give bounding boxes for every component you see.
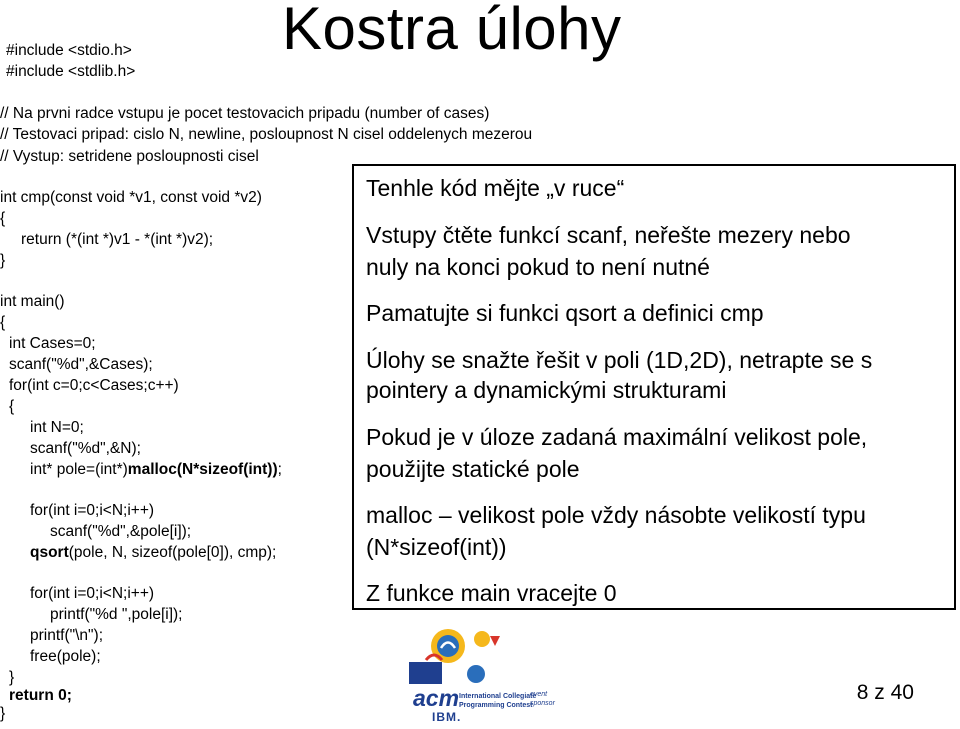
code-line-brace: } — [9, 669, 15, 686]
tips-heading: Tenhle kód mějte „v ruce“ — [366, 175, 625, 201]
acm-icpc-logo-graphic — [408, 628, 576, 724]
code-keyword-qsort: qsort — [30, 544, 69, 561]
tip-input-line-1: Vstupy čtěte funkcí scanf, neřešte mezery nebo — [366, 222, 851, 248]
code-keyword-malloc: malloc(N*sizeof(int)) — [127, 461, 278, 478]
code-line-brace: } — [0, 705, 6, 722]
code-line-for-read: for(int i=0;i<N;i++) — [30, 502, 155, 519]
code-line-printf-pole: printf("%d ",pole[i]); — [50, 606, 183, 623]
code-line-cases-decl: int Cases=0; — [9, 335, 96, 352]
code-text: (pole, N, sizeof(pole[0]), cmp); — [68, 544, 277, 561]
tips-box — [352, 164, 956, 610]
logo-text-line-1: International Collegiate — [459, 693, 537, 700]
logo-red-arc — [426, 655, 442, 660]
code-line-return-zero: return 0; — [9, 687, 72, 704]
code-line-qsort — [30, 543, 276, 563]
tip-tasks-line-1: Úlohy se snažte řešit v poli (1D,2D), netrapte se s — [366, 347, 873, 373]
code-line-scanf-n: scanf("%d",&N); — [30, 440, 141, 457]
code-line-main-signature: int main() — [0, 293, 65, 310]
code-line-include-stdlib: #include <stdlib.h> — [6, 63, 136, 80]
code-line-scanf-pole: scanf("%d",&pole[i]); — [50, 523, 192, 540]
tip-qsort: Pamatujte si funkci qsort a definici cmp — [366, 300, 764, 326]
logo-blue-block — [409, 662, 442, 684]
code-line-cmp-return: return (*(int *)v1 - *(int *)v2); — [21, 231, 214, 248]
tip-tasks-line-2: pointery a dynamickými strukturami — [366, 377, 727, 403]
code-line-scanf-cases: scanf("%d",&Cases); — [9, 356, 153, 373]
code-line-n-decl: int N=0; — [30, 419, 84, 436]
code-line-brace: } — [0, 252, 6, 269]
code-line-include-stdio: #include <stdio.h> — [6, 42, 132, 59]
logo-acm-text: acm — [413, 685, 460, 711]
code-line-brace: { — [9, 398, 15, 415]
acm-icpc-logo — [408, 628, 576, 724]
slide-page-number: 8 z 40 — [856, 681, 914, 704]
code-line-for-cases: for(int c=0;c<Cases;c++) — [9, 377, 179, 394]
logo-small-blue-circle — [467, 665, 485, 683]
code-line-comment-output: // Vystup: setridene posloupnosti cisel — [0, 148, 259, 165]
tip-static-line-1: Pokud je v úloze zadaná maximální velikost pole, — [366, 424, 868, 450]
tip-static-line-2: použijte statické pole — [366, 456, 580, 482]
code-line-comment-testcase: // Testovaci pripad: cislo N, newline, posloupnost N cisel oddelenych mezerou — [0, 126, 533, 143]
tip-malloc-line-1: malloc – velikost pole vždy násobte velikostí typu — [366, 502, 866, 528]
code-text: int* pole=(int*) — [30, 461, 128, 478]
logo-text-line-2: Programming Contest — [459, 702, 533, 709]
logo-ibm-text: IBM. — [432, 710, 462, 724]
logo-triangle — [490, 636, 500, 646]
tip-main-return: Z funkce main vracejte 0 — [366, 580, 617, 606]
logo-sponsor-line-1: event — [530, 691, 548, 698]
code-line-free-pole: free(pole); — [30, 648, 101, 665]
code-line-comment-cases: // Na prvni radce vstupu je pocet testovacich pripadu (number of cases) — [0, 105, 490, 122]
code-line-for-print: for(int i=0;i<N;i++) — [30, 585, 155, 602]
tip-malloc-line-2: (N*sizeof(int)) — [366, 534, 507, 560]
code-line-printf-newline: printf("\n"); — [30, 627, 104, 644]
code-line-pole-malloc — [30, 460, 282, 480]
code-line-cmp-signature: int cmp(const void *v1, const void *v2) — [0, 189, 262, 206]
code-line-brace: { — [0, 314, 6, 331]
logo-small-yellow-circle — [474, 631, 490, 647]
slide-title: Kostra úlohy — [282, 0, 622, 62]
tip-input-line-2: nuly na konci pokud to není nutné — [366, 254, 710, 280]
code-line-brace: { — [0, 210, 6, 227]
logo-blue-circle — [437, 635, 459, 657]
logo-sponsor-line-2: sponsor — [530, 700, 555, 707]
code-text: ; — [277, 461, 282, 478]
